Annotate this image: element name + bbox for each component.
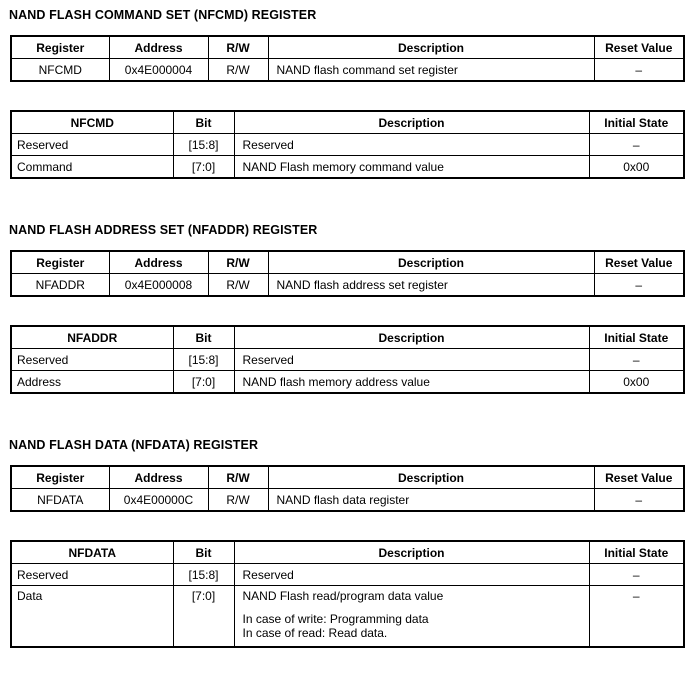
header-initial-state: Initial State <box>589 326 684 349</box>
description-note: In case of read: Read data. <box>242 626 388 640</box>
cell-address: 0x4E000004 <box>109 59 208 82</box>
cell-bit: [7:0] <box>173 371 234 394</box>
cell-register: NFADDR <box>11 274 109 297</box>
cell-bit: [7:0] <box>173 586 234 648</box>
nfaddr-bit-table <box>10 325 685 394</box>
section-nfaddr <box>9 223 689 394</box>
cell-description: Reserved <box>234 349 589 371</box>
cell-description: NAND flash memory address value <box>234 371 589 394</box>
cell-bit: [15:8] <box>173 564 234 586</box>
header-name: NFADDR <box>11 326 173 349</box>
section-nfcmd <box>9 8 689 179</box>
header-description: Description <box>234 326 589 349</box>
table-header-row <box>11 111 684 134</box>
cell-address: 0x4E00000C <box>109 489 208 512</box>
header-reset-value: Reset Value <box>594 36 684 59</box>
header-rw: R/W <box>208 36 268 59</box>
header-reset-value: Reset Value <box>594 251 684 274</box>
cell-rw: R/W <box>208 489 268 512</box>
header-initial-state: Initial State <box>589 541 684 564</box>
table-header-row <box>11 326 684 349</box>
nfaddr-register-table <box>10 250 685 297</box>
cell-description: NAND flash command set register <box>268 59 594 82</box>
header-address: Address <box>109 36 208 59</box>
section-title-nfdata: NAND FLASH DATA (NFDATA) REGISTER <box>9 438 259 452</box>
table-row <box>11 59 684 82</box>
header-register: Register <box>11 36 109 59</box>
cell-reset-value: – <box>594 274 684 297</box>
table-row <box>11 371 684 394</box>
header-bit: Bit <box>173 541 234 564</box>
header-register: Register <box>11 251 109 274</box>
table-row <box>11 134 684 156</box>
cell-name: Reserved <box>11 349 173 371</box>
table-header-row <box>11 541 684 564</box>
cell-initial-state: 0x00 <box>589 156 684 179</box>
cell-bit: [15:8] <box>173 349 234 371</box>
section-title-nfcmd: NAND FLASH COMMAND SET (NFCMD) REGISTER <box>9 8 317 22</box>
header-name: NFCMD <box>11 111 173 134</box>
nfdata-register-table <box>10 465 685 512</box>
description-line: NAND Flash read/program data value <box>242 589 444 603</box>
cell-description: NAND Flash memory command value <box>234 156 589 179</box>
cell-initial-state: – <box>589 134 684 156</box>
nfcmd-register-table <box>10 35 685 82</box>
cell-description <box>234 586 589 648</box>
cell-description: Reserved <box>234 564 589 586</box>
section-nfdata <box>9 438 689 648</box>
header-address: Address <box>109 251 208 274</box>
table-header-row <box>11 251 684 274</box>
cell-name: Reserved <box>11 134 173 156</box>
cell-name: Data <box>11 586 173 648</box>
nfdata-bit-table <box>10 540 685 648</box>
table-row <box>11 586 684 648</box>
header-reset-value: Reset Value <box>594 466 684 489</box>
header-register: Register <box>11 466 109 489</box>
table-row <box>11 349 684 371</box>
cell-name: Reserved <box>11 564 173 586</box>
cell-register: NFCMD <box>11 59 109 82</box>
table-row <box>11 274 684 297</box>
cell-initial-state: – <box>589 349 684 371</box>
cell-rw: R/W <box>208 59 268 82</box>
header-description: Description <box>268 251 594 274</box>
table-row <box>11 564 684 586</box>
cell-description: NAND flash address set register <box>268 274 594 297</box>
nfcmd-bit-table <box>10 110 685 179</box>
cell-rw: R/W <box>208 274 268 297</box>
cell-bit: [7:0] <box>173 156 234 179</box>
table-row <box>11 156 684 179</box>
table-header-row <box>11 36 684 59</box>
cell-bit: [15:8] <box>173 134 234 156</box>
header-rw: R/W <box>208 251 268 274</box>
table-header-row <box>11 466 684 489</box>
header-rw: R/W <box>208 466 268 489</box>
cell-initial-state: 0x00 <box>589 371 684 394</box>
cell-register: NFDATA <box>11 489 109 512</box>
table-row <box>11 489 684 512</box>
cell-description: NAND flash data register <box>268 489 594 512</box>
header-name: NFDATA <box>11 541 173 564</box>
header-address: Address <box>109 466 208 489</box>
cell-name: Address <box>11 371 173 394</box>
cell-initial-state: – <box>589 564 684 586</box>
header-description: Description <box>268 36 594 59</box>
description-note: In case of write: Programming data <box>242 612 429 626</box>
section-title-nfaddr: NAND FLASH ADDRESS SET (NFADDR) REGISTER <box>9 223 318 237</box>
header-bit: Bit <box>173 326 234 349</box>
cell-description: Reserved <box>234 134 589 156</box>
cell-reset-value: – <box>594 59 684 82</box>
cell-reset-value: – <box>594 489 684 512</box>
cell-address: 0x4E000008 <box>109 274 208 297</box>
header-description: Description <box>234 111 589 134</box>
cell-initial-state: – <box>589 586 684 648</box>
header-description: Description <box>268 466 594 489</box>
header-description: Description <box>234 541 589 564</box>
header-bit: Bit <box>173 111 234 134</box>
cell-name: Command <box>11 156 173 179</box>
header-initial-state: Initial State <box>589 111 684 134</box>
